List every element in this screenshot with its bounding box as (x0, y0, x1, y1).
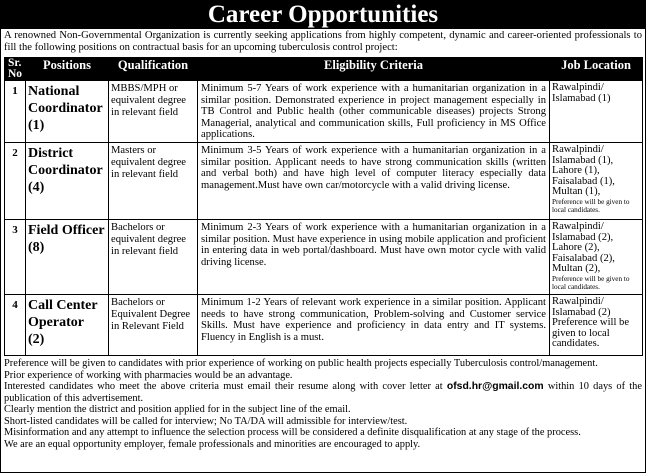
position-title: Call Center Operator (28, 298, 98, 330)
location-line: Islamabad (2), (552, 231, 614, 243)
apply-text-before: Interested candidates who meet the above criteria must email their resume along with cover letter at (4, 381, 443, 392)
location-line: Islamabad (1), (552, 154, 614, 166)
location-line: Multan (2), (552, 263, 601, 274)
location-line: Rawalpindi/ (552, 82, 604, 93)
location-line: Faisalabad (1), (552, 175, 615, 187)
email-link[interactable]: ofsd.hr@gmail.com (446, 381, 544, 392)
location-preference-note: Preference will be given to local candidates. (552, 197, 630, 214)
footer-line: Clearly mention the district and position applied for in the subject line of the email. (4, 404, 351, 415)
location-preference-note: Preference will be given to local candidates. (552, 317, 630, 349)
location-line: Lahore (1), (552, 165, 600, 176)
header-sr-no: Sr. No (5, 58, 26, 81)
header-eligibility-criteria: Eligibility Criteria (198, 58, 550, 81)
location-line: Rawalpindi/ (552, 144, 604, 155)
table-row (5, 220, 643, 295)
row-sr-no: 3 (5, 220, 26, 295)
location-line: Rawalpindi/ (552, 296, 604, 307)
header-qualification: Qualification (109, 58, 198, 81)
row-criteria: Minimum 2-3 Years of work experience with a humanitarian organization in a similar position. Must have experience in using mobile application and proficient in entering data in web portal/dashboard. Must have own motor cycle with valid driving license. (198, 220, 550, 295)
footer-apply-line (4, 381, 642, 404)
table-row (5, 295, 643, 356)
row-qualification: MBBS/MPH or equivalent degree in relevant field (109, 81, 198, 143)
row-criteria: Minimum 1-2 Years of relevant work experience in a similar position. Applicant needs to have strong communication, Problem-solving and Customer service Skills. Must have experience and proficiency in data entry and IT systems. Fluency in English is a must. (198, 295, 550, 356)
table-row (5, 81, 643, 143)
location-line: Islamabad (1) (552, 92, 611, 104)
position-title: National Coordinator (28, 84, 103, 116)
header-job-location: Job Location (550, 58, 643, 81)
location-line: Lahore (2), (552, 242, 600, 253)
header-positions: Positions (26, 58, 109, 81)
row-sr-no: 1 (5, 81, 26, 143)
footer-line: We are an equal opportunity employer, female professionals and minorities are encouraged to apply. (4, 438, 421, 450)
footer-line: Misinformation and any attempt to influence the selection process will be considered a definite disqualification at any stage of the process. (4, 427, 581, 438)
row-position (26, 81, 109, 143)
location-line: Multan (1), (552, 186, 601, 197)
position-count: (2) (28, 332, 45, 347)
position-count: (1) (28, 118, 45, 133)
location-line: Islamabad (2) (552, 306, 611, 318)
position-title: District Coordinator (28, 146, 103, 178)
apply-text-after: within 10 days of the publication of this advertisement. (4, 381, 642, 404)
row-criteria: Minimum 5-7 Years of work experience with a humanitarian organization in a similar position. Demonstrated experience in project management especially in TB Control and Public health (other communicable diseases) projects Strong Managerial, analytical and communication skills, Full proficiency in MS Office applications. (198, 81, 550, 143)
position-count: (8) (28, 240, 45, 255)
footer-line: Preference will be given to candidates with prior experience of working on public health projects especially Tuberculosis control/management. (4, 358, 598, 369)
row-location (550, 143, 643, 220)
row-qualification: Bachelors or equivalent degree in relevant field (109, 220, 198, 295)
row-sr-no: 2 (5, 143, 26, 220)
row-position (26, 143, 109, 220)
row-qualification: Bachelors or Equivalent Degree in Relevant Field (109, 295, 198, 356)
footer-notes (1, 356, 645, 450)
positions-table (4, 57, 643, 356)
row-position (26, 295, 109, 356)
row-sr-no: 4 (5, 295, 26, 356)
table-row (5, 143, 643, 220)
position-count: (4) (28, 180, 45, 195)
row-location (550, 220, 643, 295)
row-qualification: Masters or equivalent degree in relevant field (109, 143, 198, 220)
row-criteria: Minimum 3-5 Years of work experience with a humanitarian organization in a similar position. Applicant needs to have strong communication skills (written and verbal both) and have high level of computer literacy especially data management.Must have own car/motorcycle with a valid driving license. (198, 143, 550, 220)
footer-line: Prior experience of working with pharmacies would be an advantage. (4, 369, 293, 381)
location-preference-note: Preference will be given to local candidates. (552, 274, 630, 291)
intro-paragraph: A renowned Non-Governmental Organization is currently seeking applications from highly competent, dynamic and career-oriented professionals to fill the following positions on contractual basis for an upcoming tuberculosis control project: (4, 30, 642, 53)
position-title: Field Officer (28, 223, 105, 238)
row-location (550, 81, 643, 143)
row-location (550, 295, 643, 356)
row-position (26, 220, 109, 295)
table-header-row (5, 58, 643, 81)
footer-line: Short-listed candidates will be called for interview; No TA/DA will admissible for interview/test. (4, 415, 408, 427)
location-line: Rawalpindi/ (552, 221, 604, 232)
page-title: Career Opportunities (1, 1, 645, 29)
location-line: Faisalabad (2), (552, 252, 615, 264)
